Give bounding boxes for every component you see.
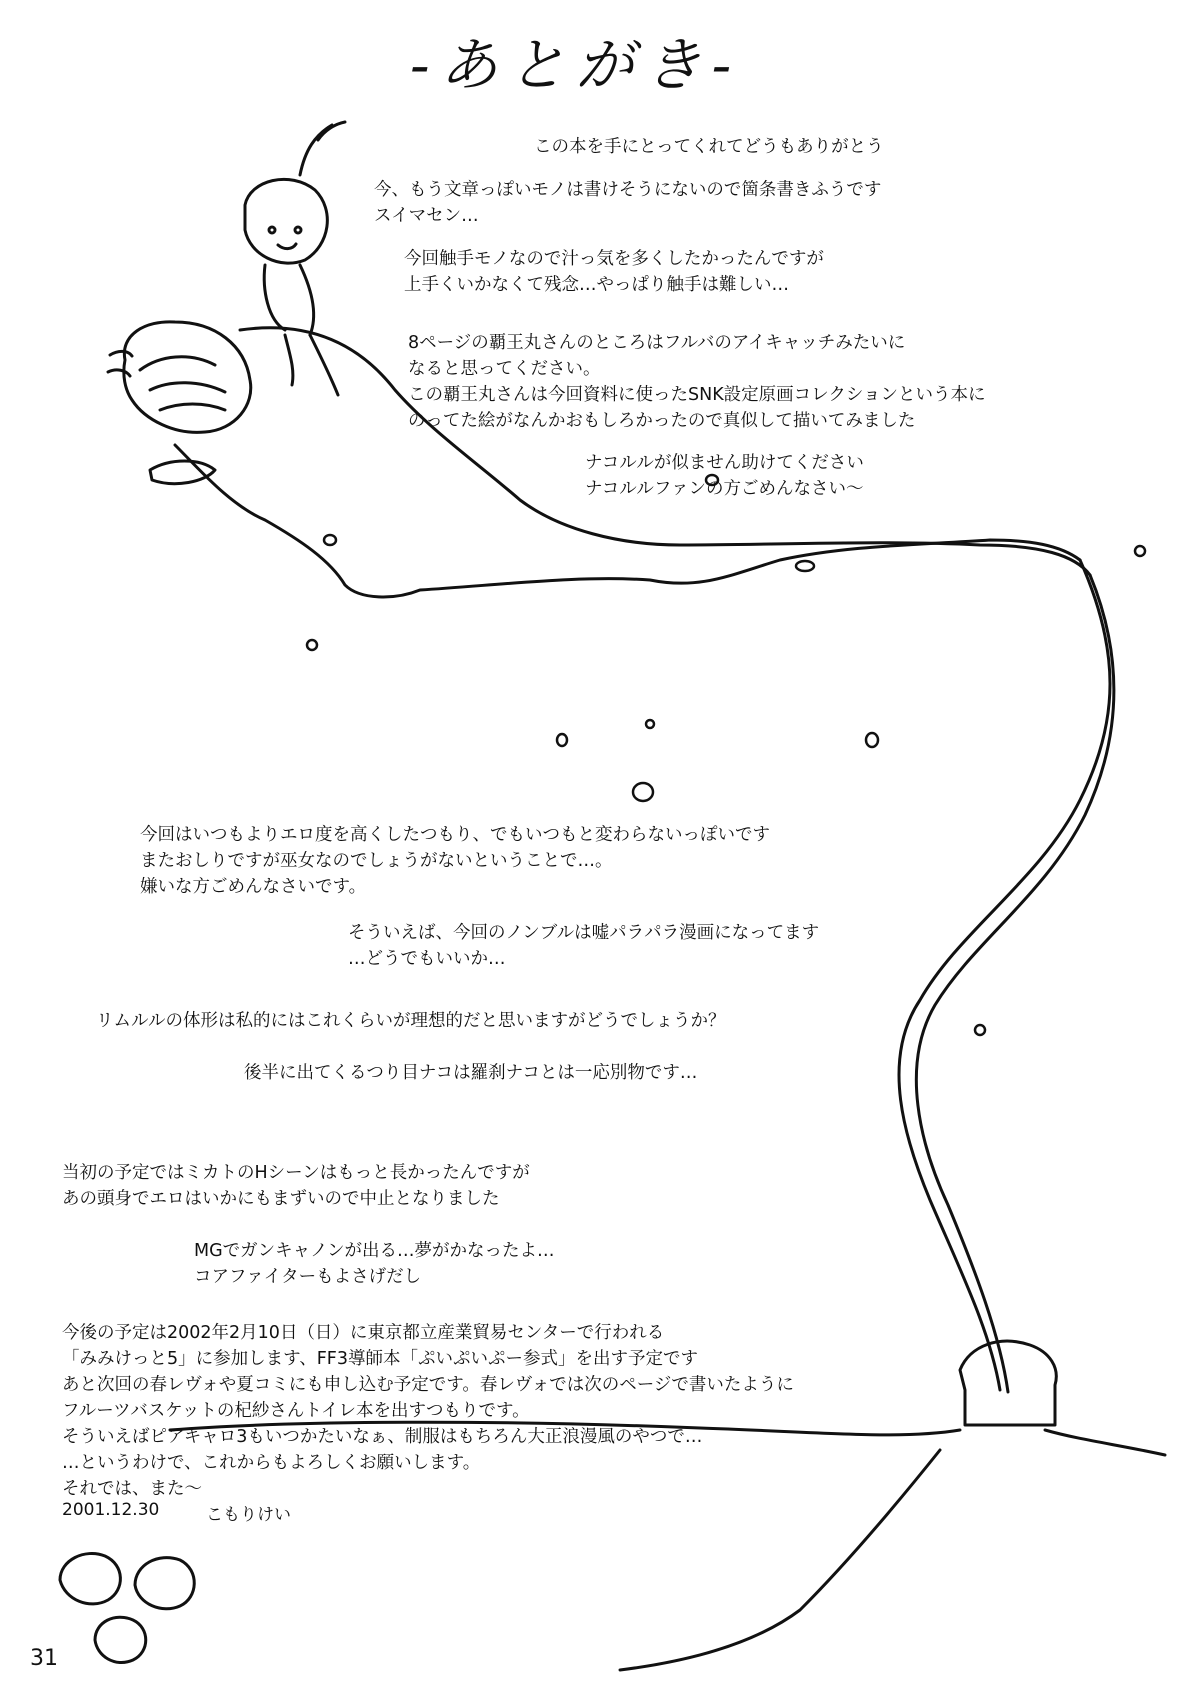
date-stamp: 2001.12.30 (62, 1500, 160, 1520)
text-block-apology: 今、もう文章っぽいモノは書けそうにないので箇条書きふうです スイマセン… (374, 180, 882, 226)
text-block-nombre: そういえば、今回のノンブルは嘘パラパラ漫画になってます …どうでもいいか… (348, 923, 820, 969)
text-block-ero: 今回はいつもよりエロ度を高くしたつもり、でもいつもと変わらないっぽいです またおしりですが巫女なのでしょうがないということで…。 嫌いな方ごめんなさいです。 (140, 825, 770, 897)
text-block-rimururu: リムルルの体形は私的にはこれくらいが理想的だと思いますがどうでしょうか？ (96, 1011, 726, 1031)
author-name: こもりけい (206, 1505, 291, 1525)
creature-head (124, 322, 251, 433)
text-block-haohmaru: 8ページの覇王丸さんのところはフルバのアイキャッチみたいに なると思ってください。 この覇王丸さんは今回資料に使ったSNK設定原画コレクションという本に のってた絵がなんかおもしろかったので真似して描いてみました (408, 333, 986, 431)
text-block-nako: 後半に出てくるつり目ナコは羅刹ナコとは一応別物です… (244, 1063, 698, 1083)
text-block-schedule: 今後の予定は2002年2月10日（日）に東京都立産業貿易センターで行われる 「みみけっと5」に参加します、FF3導師本「ぷいぷいぷー参式」を出す予定です あと次回の春レヴォや夏コミにも申し込む予定です。春レヴォでは次のページで書いたように フルーツバスケットの杞紗さんトイレ本を出すつもりです。 そういえばピアキャロ3もいつかたいなぁ、制服はもちろん大正浪漫風のやつで… …というわけで、これからもよろしくお願いします。 それでは、また～ (62, 1323, 794, 1499)
page-number: 31 (30, 1646, 58, 1671)
chibi-group (60, 1553, 120, 1603)
text-block-mg: MGでガンキャノンが出る…夢がかなったよ… コアファイターもよさげだし (194, 1241, 555, 1287)
text-block-thanks: この本を手にとってくれてどうもありがとう (534, 137, 884, 157)
text-block-mikato: 当初の予定ではミカトのHシーンはもっと長かったんですが あの頭身でエロはいかにもまずいので中止となりました (62, 1163, 530, 1209)
text-block-nakoruru: ナコルルが似ません助けてください ナコルルファンの方ごめんなさい～ (585, 453, 864, 499)
page-title: -あとがき- (410, 31, 742, 99)
chibi-girl (245, 179, 327, 263)
text-block-tentacles: 今回触手モノなので汁っ気を多くしたかったんですが 上手くいかなくて残念…やっぱり触手は難しい… (404, 249, 824, 295)
